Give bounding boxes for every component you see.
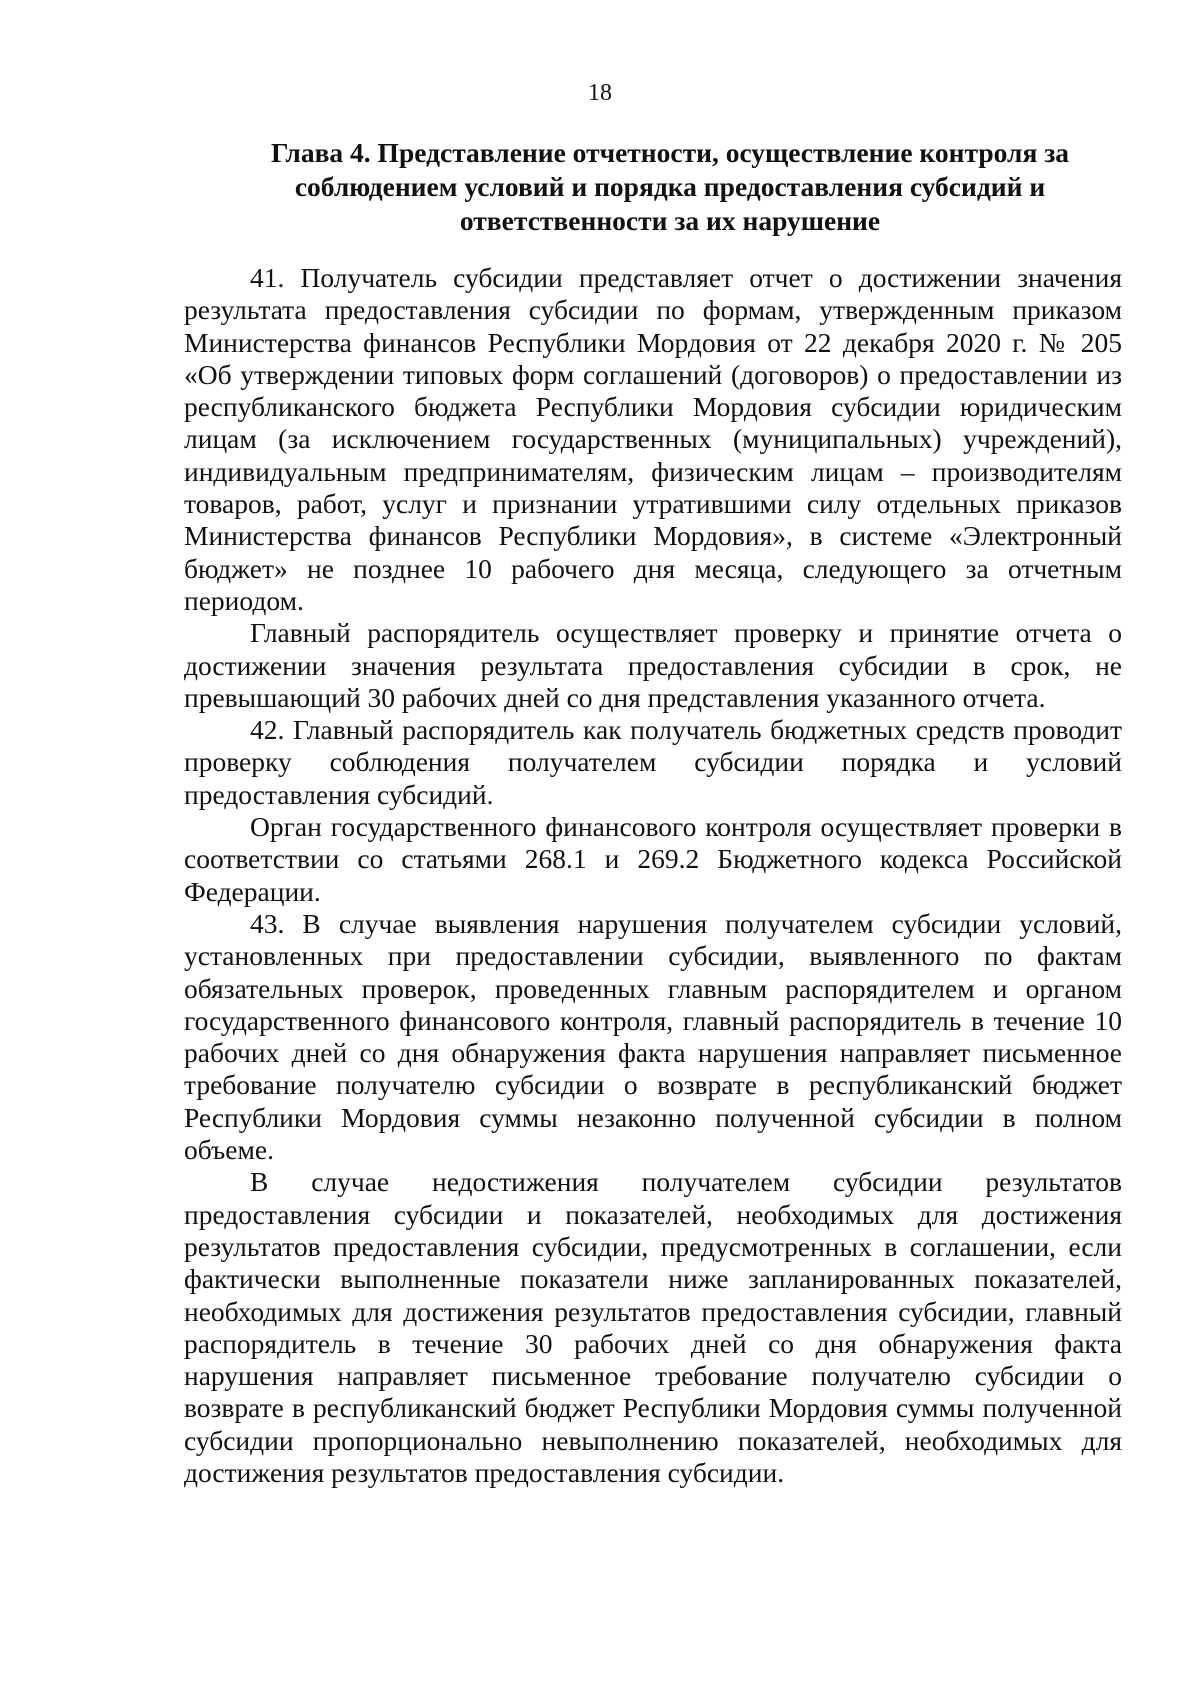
paragraph-42: 42. Главный распорядитель как получатель бюджетных средств проводит проверку соблюдения получателем субсидии порядка и условий предоставления субсидий.	[184, 714, 1122, 810]
chapter-heading	[240, 136, 1100, 238]
document-body	[184, 262, 1122, 1489]
paragraph-non-achievement: В случае недостижения получателем субсидии результатов предоставления субсидии и показателей, необходимых для достижения результатов предоставления субсидии, предусмотренных в соглашении, если фактически выполненные показатели ниже запланированных показателей, необходимых для достижения результатов предоставления субсидии, главный распорядитель в течение 30 рабочих дней со дня обнаружения факта нарушения направляет письменное требование получателю субсидии о возврате в республиканский бюджет Республики Мордовия суммы полученной субсидии пропорционально невыполнению показателей, необходимых для достижения результатов предоставления субсидии.	[184, 1166, 1122, 1488]
chapter-heading-line: соблюдением условий и порядка предоставления субсидий и	[294, 171, 1046, 202]
chapter-heading-line: Глава 4. Представление отчетности, осуществление контроля за	[271, 137, 1069, 168]
paragraph-41: 41. Получатель субсидии представляет отчет о достижении значения результата предоставления субсидии по формам, утвержденным приказом Министерства финансов Республики Мордовия от 22 декабря 2020 г. № 205 «Об утверждении типовых форм соглашений (договоров) о предоставлении из республиканского бюджета Республики Мордовия субсидии юридическим лицам (за исключением государственных (муниципальных) учреждений), индивидуальным предпринимателям, физическим лицам – производителям товаров, работ, услуг и признании утратившими силу отдельных приказов Министерства финансов Республики Мордовия», в системе «Электронный бюджет» не позднее 10 рабочего дня месяца, следующего за отчетным периодом.	[184, 262, 1122, 616]
paragraph-43: 43. В случае выявления нарушения получателем субсидии условий, установленных при предоставлении субсидии, выявленного по фактам обязательных проверок, проведенных главным распорядителем и органом государственного финансового контроля, главный распорядитель в течение 10 рабочих дней со дня обнаружения факта нарушения направляет письменное требование получателю субсидии о возврате в республиканский бюджет Республики Мордовия суммы незаконно полученной субсидии в полном объеме.	[184, 907, 1122, 1166]
page-number: 18	[588, 80, 612, 106]
chapter-heading-line: ответственности за их нарушение	[459, 205, 881, 236]
paragraph-financial-control: Орган государственного финансового контроля осуществляет проверки в соответствии со статьями 268.1 и 269.2 Бюджетного кодекса Российской Федерации.	[184, 811, 1122, 907]
paragraph-report-check: Главный распорядитель осуществляет проверку и принятие отчета о достижении значения результата предоставления субсидии в срок, не превышающий 30 рабочих дней со дня представления указанного отчета.	[184, 617, 1122, 713]
